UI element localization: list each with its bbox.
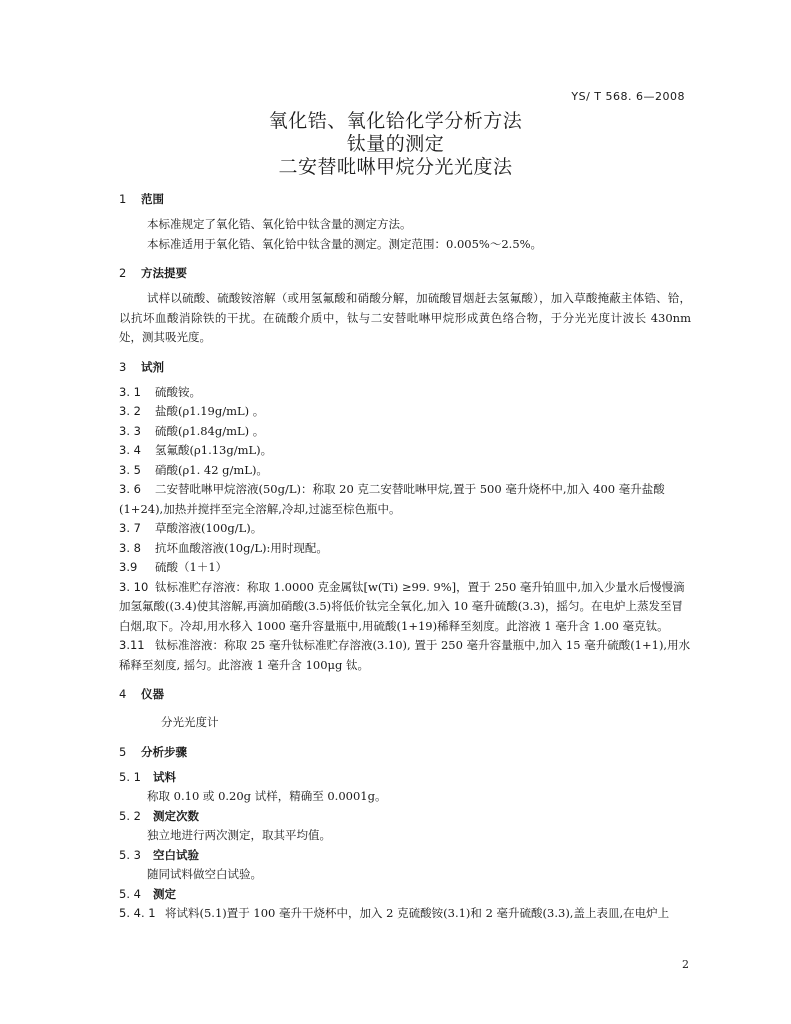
section-number: 1 (119, 192, 127, 206)
section-title: 仪器 (141, 687, 164, 701)
paragraph: 试样以硫酸、硫酸铵溶解（或用氢氟酸和硝酸分解，加硫酸冒烟赶去氢氟酸），加入草酸掩蔽主体锆、铪，以抗坏血酸消除铁的干扰。在硫酸介质中，钛与二安替吡啉甲烷形成黄色络合物，于分光光度计波长 430nm 处，测其吸光度。 (119, 291, 691, 344)
item-text: 草酸溶液(100g/L)。 (155, 521, 263, 535)
item-number: 3. 6 (119, 482, 141, 496)
section-title: 分析步骤 (141, 744, 187, 759)
title-line-1: 氧化锆、氧化铪化学分析方法 (268, 110, 523, 132)
subsection-title: 测定次数 (153, 808, 199, 823)
item-text: 硫酸（1＋1） (155, 560, 228, 574)
reagent-item (119, 461, 691, 481)
item-text: 硫酸铵。 (155, 384, 201, 399)
item-number: 3. 2 (119, 404, 141, 418)
item-text: 钛标准溶液：称取 25 毫升钛标准贮存溶液(3.10), 置于 250 毫升容量瓶中,加入 15 毫升硫酸(1+1),用水稀释至刻度, 摇匀。此溶液 1 毫升含 100μg 钛。 (119, 638, 691, 672)
subsection-number: 5. 2 (119, 808, 141, 823)
item-text: 抗坏血酸溶液(10g/L):用时现配。 (155, 540, 328, 555)
item-text: 硝酸(ρ1. 42 g/mL)。 (155, 462, 268, 477)
section-1-heading (119, 189, 691, 209)
item-number: 3. 5 (119, 462, 141, 477)
reagent-item (119, 539, 691, 559)
reagent-item (119, 422, 691, 442)
item-text: 氢氟酸(ρ1.13g/mL)。 (155, 443, 273, 457)
item-text: 将试料(5.1)置于 100 毫升干烧杯中，加入 2 克硫酸铵(3.1)和 2 毫升硫酸(3.3),盖上表皿,在电炉上 (165, 906, 670, 920)
subsection-title: 空白试验 (153, 847, 199, 862)
paragraph: 随同试料做空白试验。 (147, 867, 262, 881)
paragraph: 本标准规定了氧化锆、氧化铪中钛含量的测定方法。 (147, 217, 412, 231)
section-number: 4 (119, 687, 127, 701)
subsection-5-4-heading (119, 885, 691, 905)
reagent-item (119, 558, 691, 578)
section-title: 试剂 (141, 359, 164, 374)
section-number: 5 (119, 744, 127, 759)
item-text: 盐酸(ρ1.19g/mL) 。 (155, 404, 265, 418)
subsection-5-1-heading (119, 768, 691, 788)
section-5-heading (119, 742, 691, 762)
reagent-item (119, 636, 691, 675)
reagent-item (119, 480, 691, 519)
section-4-heading (119, 684, 691, 704)
subsection-5-2-heading (119, 807, 691, 827)
item-text: 钛标准贮存溶液：称取 1.0000 克金属钛[w(Ti) ≥99. 9%]，置于 250 毫升铂皿中,加入少量水后慢慢滴加氢氟酸((3.4)使其溶解,再滴加硝酸(3.5)将低价钛完全氧化,加入 10 毫升硫酸(3.3)，摇匀。在电炉上蒸发至冒白烟,取下。冷却,用水移入 1000 毫升容量瓶中,用硫酸(1+19)稀释至刻度。此溶液 1 毫升含 1.00 毫克钛。 (119, 579, 685, 633)
item-number: 3. 4 (119, 443, 141, 457)
paragraph: 分光光度计 (161, 715, 219, 729)
subsection-number: 5. 4 (119, 886, 141, 901)
section-number: 2 (119, 266, 127, 280)
subsection-number: 5. 3 (119, 847, 141, 862)
subsection-title: 试料 (153, 769, 176, 784)
reagent-item (119, 578, 691, 637)
reagent-item (119, 519, 691, 539)
paragraph: 本标准适用于氧化锆、氧化铪中钛含量的测定。测定范围：0.005%～2.5%。 (147, 236, 543, 251)
standard-number: YS/ T 568. 6—2008 (571, 90, 685, 103)
subsection-title: 测定 (153, 886, 176, 901)
item-text: 二安替吡啉甲烷溶液(50g/L)：称取 20 克二安替吡啉甲烷,置于 500 毫升烧杯中,加入 400 毫升盐酸(1+24),加热并搅拌至完全溶解,冷却,过滤至棕色瓶中。 (119, 482, 665, 516)
section-number: 3 (119, 359, 127, 374)
paragraph: 称取 0.10 或 0.20g 试样，精确至 0.0001g。 (147, 789, 387, 803)
document-body (119, 189, 691, 924)
procedure-item (119, 904, 691, 924)
section-title: 方法提要 (141, 266, 187, 280)
item-number: 3. 7 (119, 521, 141, 535)
item-text: 硫酸(ρ1.84g/mL) 。 (155, 423, 265, 438)
reagent-item (119, 441, 691, 461)
reagent-item (119, 402, 691, 422)
item-number: 3. 8 (119, 540, 141, 555)
item-number: 3. 3 (119, 423, 141, 438)
item-number: 5. 4. 1 (119, 906, 156, 920)
document-title (0, 110, 791, 179)
item-number: 3.11 (119, 638, 145, 652)
subsection-5-3-heading (119, 846, 691, 866)
item-number: 3.9 (119, 560, 138, 574)
subsection-number: 5. 1 (119, 769, 141, 784)
title-line-3: 二安替吡啉甲烷分光光度法 (278, 156, 513, 178)
item-number: 3. 1 (119, 384, 141, 399)
paragraph: 独立地进行两次测定，取其平均值。 (147, 828, 331, 842)
page-number: 2 (682, 958, 689, 971)
reagent-item (119, 383, 691, 403)
item-number: 3. 10 (119, 579, 149, 594)
section-2-heading (119, 263, 691, 283)
title-line-2: 钛量的测定 (346, 133, 445, 155)
section-title: 范围 (141, 192, 164, 206)
section-3-heading (119, 357, 691, 377)
